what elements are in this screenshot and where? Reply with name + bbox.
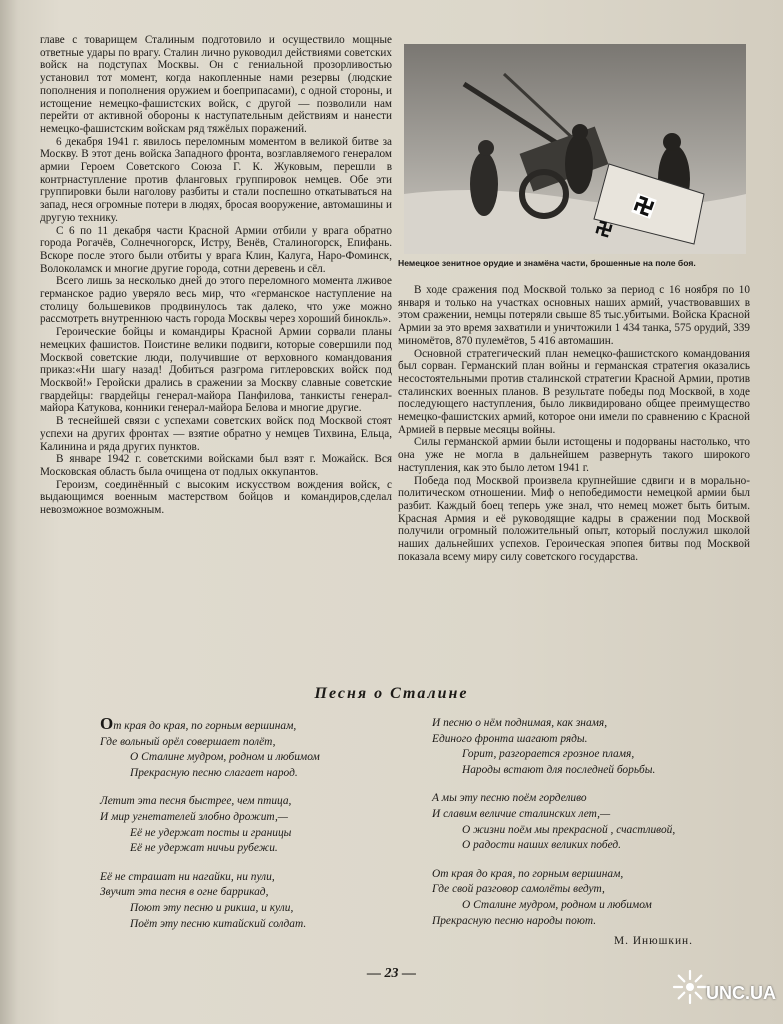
poem-line: Её не страшат ни нагайки, ни пули, — [100, 870, 275, 883]
poem-stanza — [432, 716, 762, 778]
poem-author: М. Инюшкин. — [614, 935, 693, 947]
poem-line: И песню о нём поднимая, как знамя, — [432, 717, 608, 729]
page-number: — 23 — — [367, 966, 416, 981]
poem-line: От края до края, по горным вершинам, — [100, 714, 297, 733]
poem-line: И мир угнетателей злобно дрожит,— — [100, 810, 288, 823]
left-text-column — [40, 34, 392, 517]
poem-stanza — [100, 716, 430, 781]
watermark-text: UNC.UA — [706, 983, 776, 1003]
paragraph: Героизм, соединённый с высоким искусством вождения войск, с выдающимся военным мастерством бойцов и командиров,сделал невозможное возможным. — [40, 478, 392, 517]
poem-line: От края до края, по горным вершинам, — [432, 867, 624, 880]
poem-line: А мы эту песню поём горделиво — [432, 792, 587, 805]
poem-line: И славим величие сталинских лет,— — [432, 807, 611, 820]
poem-line: Её не удержат ничьи рубежи. — [130, 842, 278, 855]
paragraph: В теснейшей связи с успехами советских войск под Москвой стоят успехи на других фронтах — взятие обратно у немцев Тихвина, Ельца, Калинина и ряда других пунктов. — [40, 415, 392, 453]
poem-stanza — [100, 794, 430, 856]
poem-line: Её не удержат посты и границы — [130, 826, 292, 839]
poem-line: Поёт эту песню китайский солдат. — [130, 917, 307, 930]
poem-line: О жизни поём мы прекрасной , счастливой, — [462, 823, 676, 836]
sunburst-logo-icon — [670, 967, 710, 1007]
poem-line: Поют эту песню и рикша, и кули, — [130, 901, 294, 914]
poem-line: Народы встают для последней борьбы. — [462, 763, 656, 776]
photo-caption: Немецкое зенитное орудие и знамёна части, брошенные на поле боя. — [398, 258, 696, 268]
poem-left-column — [100, 716, 430, 945]
paragraph: Всего лишь за несколько дней до этого переломного момента лживое германское радио уверяло весь мир, что «германское наступление на столицу большевиков продвинулось так далеко, что уже можно рассмотреть внутреннюю часть города Москвы через хороший бинокль». — [40, 275, 392, 326]
poem-stanza — [432, 867, 762, 929]
poem-title: Песня о Сталине — [314, 685, 469, 702]
paragraph: Героические бойцы и командиры Красной Армии сорвали планы немецких фашистов. Поистине велики подвиги, которые совершили под Москвой советские люди, получившие от верховного командования приказ:«Ни шагу назад! Добиться разгрома гитлеровских войск под Москвой!» Геройски дрались в сражении за Москву славные советские гвардейцы: гвардейцы генерал-майора Панфилова, танкисты генерал-майора Катукова, конники генерал-майора Белова и многие другие. — [40, 326, 392, 415]
poem-right-column — [432, 716, 762, 942]
poem-line: Звучит эта песня в огне баррикад, — [100, 886, 269, 899]
site-watermark — [668, 965, 780, 1017]
poem-line: Летит эта песня быстрее, чем птица, — [100, 795, 292, 808]
poem-line: О Сталине мудром, родном и любимом — [130, 751, 320, 764]
poem-line: Прекрасную песню слагает народ. — [130, 766, 298, 779]
paragraph: В ходе сражения под Москвой только за период с 16 ноября по 10 января и только на участках основных наших армий, участвовавших в этом сражении, немцы потеряли свыше 85 тыс.убитыми. Войска Красной Армии за это время захватили и уничтожили 1 434 танка, 575 орудий, 339 миномётов, 870 пулемётов, 5 416 автомашин. — [398, 284, 750, 347]
poem-line: Где свой разговор самолёты ведут, — [432, 883, 605, 896]
poem-line: Где вольный орёл совершает полёт, — [100, 735, 276, 748]
paragraph: Победа под Москвой произвела крупнейшие сдвиги и в морально-политическом отношении. Миф о непобедимости немецкой армии был разбит. Каждый боец теперь уже знал, что немец может быть битым. Красная Армия и её руководящие кадры в сражении под Москвой получили огромный положительный опыт, который послужил школой наших дальнейших успехов. Героическая эпопея битвы под Москвой показала всему миру силу советского государства. — [398, 474, 750, 563]
poem-line: О Сталине мудром, родном и любимом — [462, 898, 652, 911]
paragraph: 6 декабря 1941 г. явилось переломным моментом в великой битве за Москву. В этот день войска Западного фронта, возглавляемого генералом армии Героем Советского Союза Г. К. Жуковым, перешли в контрнаступление против фланговых группировок немцев. Обе эти группировки были наголову разбиты и стали поспешно откатываться на запад, неся огромные потери в людях, бросая вооружение, автомашины и другую технику. — [40, 135, 392, 224]
poem-line: Горит, разгорается грозное пламя, — [462, 748, 635, 761]
war-photo — [404, 44, 746, 254]
poem-line: Прекрасную песню народы поют. — [432, 914, 597, 927]
poem-line: О радости наших великих побед. — [462, 839, 621, 852]
paragraph: В январе 1942 г. советскими войсками был взят г. Можайск. Вся Московская область была очищена от подлых оккупантов. — [40, 453, 392, 478]
drop-cap: О — [100, 714, 114, 733]
poem-stanza — [100, 870, 430, 932]
paragraph: Силы германской армии были истощены и подорваны настолько, что она уже не могла в дальнейшем развернуть такого широкого наступления, как это было летом 1941 г. — [398, 436, 750, 474]
paragraph: главе с товарищем Сталиным подготовило и осуществило мощные ответные удары по врагу. Сталин лично руководил действиями советских войск на подступах Москвы. Он с гениальной прозорливостью установил тот момент, когда накопленные нами резервы (людские пополнения и пополнения оружием и боеприпасами), с одной стороны, и истощение немецко-фашистских войск, с другой — позволили нам перейти от активной обороны к наступательным действиям и нанести немецко-фашистским войскам ряд тяжёлых поражений. — [40, 34, 392, 135]
paragraph: Основной стратегический план немецко-фашистского командования был сорван. Германский план войны и германская стратегия оказались несостоятельными против сталинской стратегии Красной Армии, против сталинских военных планов. В результате победы под Москвой, в ходе последующего наступления, было ликвидировано общее преимущество немецко-фашистских армий, которое они имели по сравнению с Красной Армией в первые месяцы войны. — [398, 347, 750, 436]
paragraph: С 6 по 11 декабря части Красной Армии отбили у врага обратно города Рогачёв, Солнечногорск, Истру, Венёв, Сталиногорск, Епифань. Вскоре после этого были отбиты у врага Клин, Калуга, Наро-Фоминск, Волоколамск и многие другие города, сотни деревень и сёл. — [40, 224, 392, 275]
poem-stanza — [432, 791, 762, 853]
right-text-column — [398, 284, 750, 563]
poem-line: Единого фронта шагают ряды. — [432, 732, 588, 745]
